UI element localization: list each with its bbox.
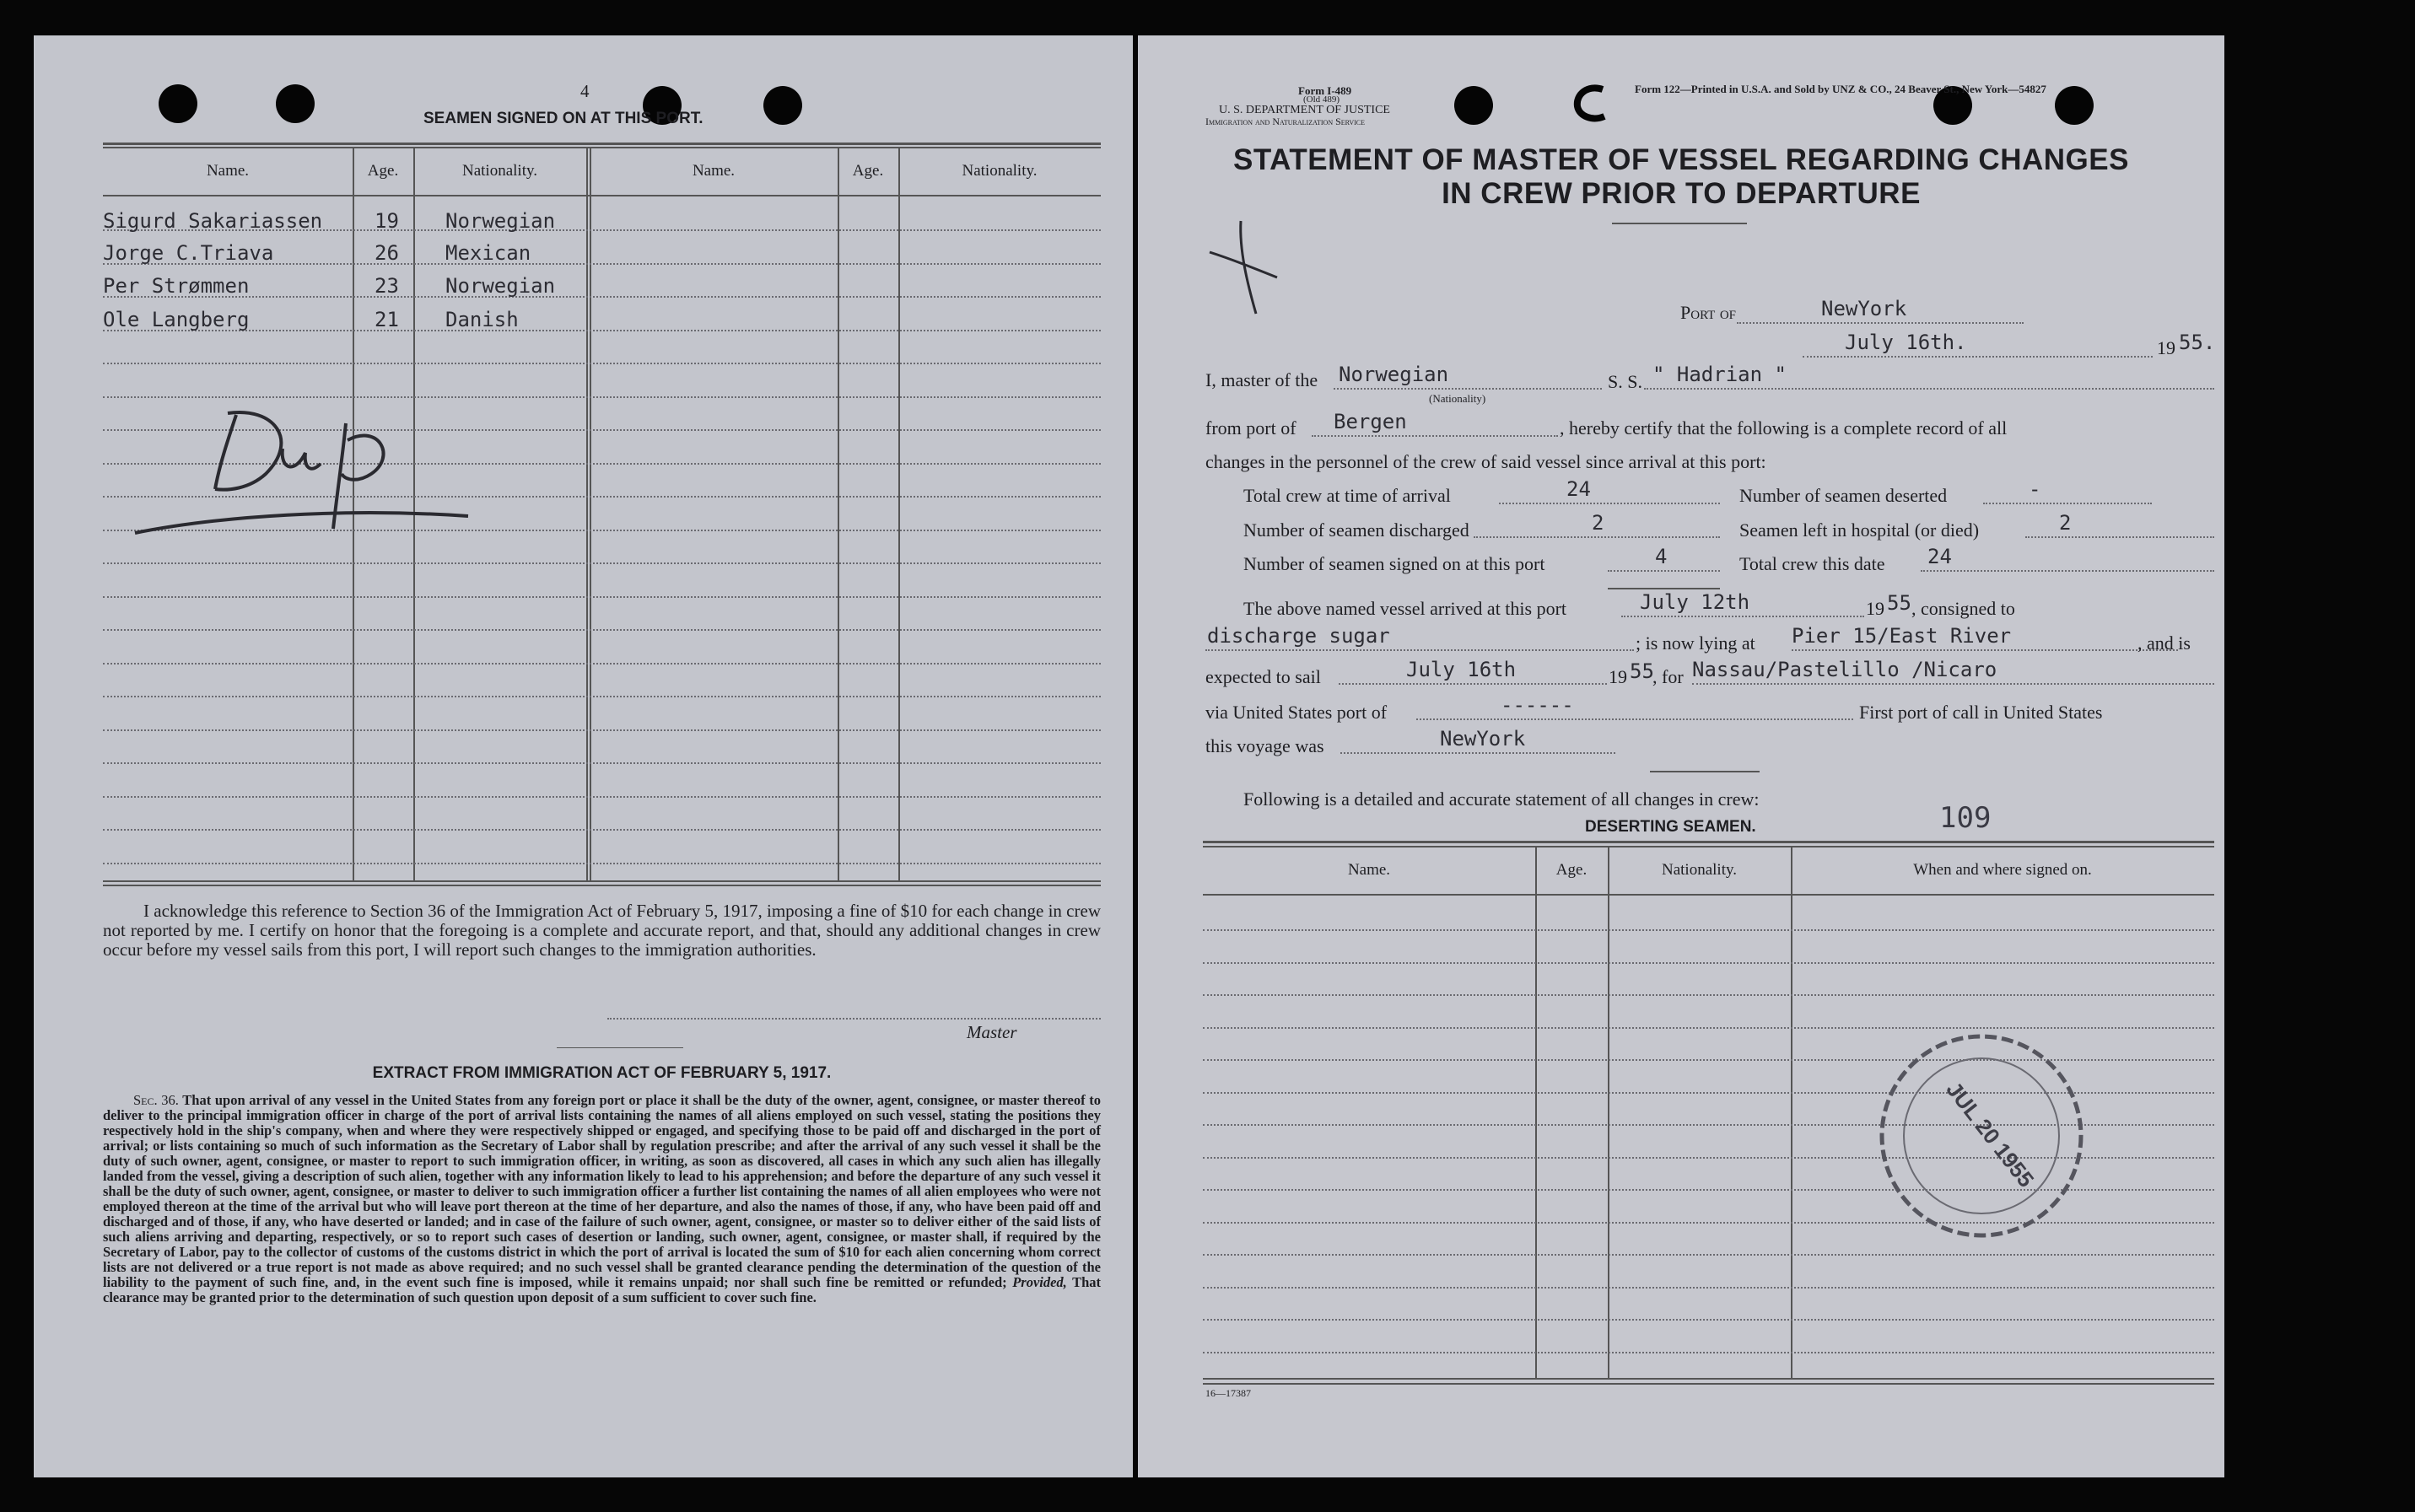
lying-field <box>1792 626 2178 651</box>
port-value: NewYork <box>1821 297 1907 320</box>
form-title-line1: STATEMENT OF MASTER OF VESSEL REGARDING CHANGES <box>1233 143 2129 176</box>
port-label: Port of <box>1680 302 1737 323</box>
desert-row-rule <box>1203 1287 2214 1289</box>
stamped-number: 109 <box>1939 801 1992 835</box>
crew-nationality: Danish <box>445 308 519 331</box>
crew-name: Per Strømmen <box>103 274 250 298</box>
table-header-rule <box>103 195 1101 196</box>
service-name: Immigration and Naturalization Service <box>1205 116 1366 127</box>
changes-text: changes in the personnel of the crew of said vessel since arrival at this port: <box>1205 451 1766 472</box>
table-bottom-rule <box>103 885 1101 886</box>
form-number: Form I-489 <box>1298 84 1352 97</box>
total-arrival-label: Total crew at time of arrival <box>1243 485 1451 506</box>
desert-table-top-rule <box>1203 841 2214 843</box>
sail-field <box>1339 659 1607 685</box>
discharged-value: 2 <box>1592 511 1604 535</box>
col-header-nationality-2: Nationality. <box>962 162 1038 180</box>
arrived-year-prefix: 19 <box>1866 598 1884 619</box>
via-value: ------ <box>1501 693 1574 717</box>
master-label: Master <box>967 1022 1017 1042</box>
desert-row-rule <box>1203 1027 2214 1029</box>
from-port-label: from port of <box>1205 417 1296 439</box>
col-header-nationality: Nationality. <box>462 162 537 180</box>
signed-on-value: 4 <box>1655 545 1668 568</box>
crew-age: 21 <box>375 308 399 331</box>
crew-nationality: Norwegian <box>445 274 556 298</box>
row-rule <box>103 696 1101 697</box>
column-divider <box>1535 846 1537 1379</box>
consigned-field <box>1205 626 1634 651</box>
arrived-year-value: 55 <box>1887 591 1911 615</box>
nationality-value: Norwegian <box>1339 363 1449 386</box>
column-divider <box>1608 846 1609 1379</box>
extract-title: EXTRACT FROM IMMIGRATION ACT OF FEBRUARY 5, 1917. <box>372 1064 832 1082</box>
ss-label: S. S. <box>1608 371 1642 392</box>
desert-row-rule <box>1203 1352 2214 1353</box>
year-prefix: 19 <box>2157 337 2175 358</box>
voyage-label: this voyage was <box>1205 735 1324 756</box>
row-rule <box>103 363 1101 364</box>
col-header-age: Age. <box>367 162 399 180</box>
punch-hole <box>1454 86 1493 125</box>
discharged-field <box>1474 513 1720 538</box>
sail-value: July 16th <box>1406 658 1517 681</box>
signed-on-heading: SEAMEN SIGNED ON AT THIS PORT. <box>423 110 703 127</box>
arrived-value: July 12th <box>1640 590 1750 614</box>
row-rule <box>103 296 1101 298</box>
master-signature-line <box>607 1018 1101 1020</box>
handwritten-dup-mark <box>93 390 481 541</box>
for-field <box>1692 659 2214 685</box>
sail-year-value: 55 <box>1630 659 1654 683</box>
printer-line: Form 122—Printed in U.S.A. and Sold by UNZ & CO., 24 Beaver St., New York—54827 <box>1635 83 2046 95</box>
desert-col-age: Age. <box>1555 861 1588 879</box>
port-field <box>1737 299 2024 324</box>
hospital-field <box>2025 513 2214 538</box>
nationality-caption: (Nationality) <box>1429 392 1486 405</box>
divider <box>557 1047 683 1048</box>
row-rule <box>103 796 1101 798</box>
hospital-value: 2 <box>2059 511 2072 535</box>
divider <box>1650 771 1760 772</box>
certify-text: , hereby certify that the following is a complete record of all <box>1560 417 2008 439</box>
arrived-field <box>1621 592 1864 617</box>
crew-name: Sigurd Sakariassen <box>103 209 323 233</box>
expected-label: expected to sail <box>1205 666 1321 687</box>
table-bottom-rule <box>103 880 1101 882</box>
row-rule <box>103 829 1101 831</box>
deserting-heading: DESERTING SEAMEN. <box>1585 818 1756 836</box>
desert-col-name: Name. <box>1347 861 1391 879</box>
left-page <box>34 35 1133 1477</box>
total-arrival-field <box>1499 479 1720 504</box>
vessel-field <box>1644 364 2214 390</box>
row-rule <box>103 629 1101 631</box>
section-end: That clearance may be granted prior to the determination of such question upon deposit of a sum sufficient to cover such fine. <box>103 1274 1101 1305</box>
for-label: , for <box>1652 666 1684 687</box>
sail-year-prefix: 19 <box>1609 666 1627 687</box>
crew-nationality: Norwegian <box>445 209 556 233</box>
column-divider <box>838 147 839 882</box>
crew-name: Ole Langberg <box>103 308 250 331</box>
section-36-text <box>103 1093 1101 1305</box>
date-stamp <box>1876 1030 2087 1241</box>
from-port-value: Bergen <box>1334 410 1407 433</box>
desert-row-rule <box>1203 1254 2214 1256</box>
desert-row-rule <box>1203 962 2214 964</box>
row-rule <box>103 663 1101 665</box>
footer-code: 16—17387 <box>1205 1387 1251 1399</box>
col-header-name-2: Name. <box>692 162 736 180</box>
form-title-line2: IN CREW PRIOR TO DEPARTURE <box>1442 177 1921 210</box>
page-number: 4 <box>580 81 590 101</box>
consigned-label: , consigned to <box>1911 598 2015 619</box>
desert-table-bottom-rule <box>1203 1378 2214 1380</box>
crew-nationality: Mexican <box>445 241 531 265</box>
col-header-name: Name. <box>206 162 250 180</box>
column-divider <box>898 147 900 882</box>
total-date-field <box>1921 546 2214 572</box>
from-port-field <box>1312 412 1558 437</box>
desert-row-rule <box>1203 1319 2214 1321</box>
lying-value: Pier 15/East River <box>1792 624 2012 648</box>
column-divider <box>590 147 591 882</box>
first-port-label: First port of call in United States <box>1859 702 2103 723</box>
nationality-field <box>1334 364 1602 390</box>
desert-row-rule <box>1203 994 2214 996</box>
vessel-value: " Hadrian " <box>1652 363 1787 386</box>
row-rule <box>103 596 1101 598</box>
punch-hole <box>159 84 197 123</box>
form-old-number: (Old 489) <box>1303 94 1340 105</box>
and-is-label: , and is <box>2137 632 2191 654</box>
punch-hole <box>763 86 802 125</box>
desert-table-header-rule <box>1203 894 2214 896</box>
following-text: Following is a detailed and accurate statement of all changes in crew: <box>1243 788 1760 810</box>
lying-label: ; is now lying at <box>1636 632 1755 654</box>
deserted-value: - <box>2029 477 2041 501</box>
col-header-age-2: Age. <box>852 162 884 180</box>
desert-col-signed-on: When and where signed on. <box>1913 861 2092 879</box>
punch-hole <box>276 84 315 123</box>
column-divider <box>1791 846 1792 1379</box>
for-value: Nassau/Pastelillo /Nicaro <box>1692 658 1997 681</box>
hospital-label: Seamen left in hospital (or died) <box>1739 519 1980 541</box>
total-date-label: Total crew this date <box>1739 553 1885 574</box>
row-rule <box>103 729 1101 731</box>
crew-name: Jorge C.Triava <box>103 241 274 265</box>
department-name: U. S. DEPARTMENT OF JUSTICE <box>1219 104 1390 116</box>
arrived-label: The above named vessel arrived at this port <box>1243 598 1567 619</box>
title-underline <box>1612 223 1747 224</box>
crew-age: 23 <box>375 274 399 298</box>
voyage-value: NewYork <box>1440 727 1526 751</box>
table-top-rule <box>103 143 1101 145</box>
signed-on-label: Number of seamen signed on at this port <box>1243 553 1545 574</box>
desert-row-rule <box>1203 929 2214 931</box>
year-value: 55. <box>2179 331 2216 354</box>
stamp-date: JUL 20 1955 <box>1941 1076 2040 1192</box>
right-page <box>1138 35 2224 1477</box>
via-field <box>1416 695 1853 720</box>
row-rule <box>103 863 1101 864</box>
section-body: That upon arrival of any vessel in the United States from any foreign port or place it shall be the duty of the owner, agent, consignee, or master thereof to deliver to the principal immigration officer in charge of the port of arrival lists containing the names of all aliens employed on such vessel, stating the positions they respectively hold in the ship's company, when and where they were respectively shipped or engaged, and specifying those to be paid off and discharged in the port of arrival; or lists containing so much of such information as the Secretary of Labor shall by regulation prescribe; and after the arrival of any such vessel it shall be the duty of such owner, agent, consignee, or master to report to such immigration officer, in writing, as soon as discovered, all cases in which any such alien has illegally landed from the vessel, giving a description of such alien, together with any information likely to lead to his apprehension; and before the departure of any such vessel it shall be the duty of such owner, agent, consignee, or master to deliver to such immigration officer a further list containing the names of all alien employees who were not employed thereon at the time of the arrival but who will leave port thereon at the time of her departure, and also the names of those, if any, who have been paid off and discharged and of those, if any, who have deserted or landed; and in case of the failure of such owner, agent, consignee, or master so to deliver either of the said lists of such aliens arriving and departing, respectively, or so to report such cases of desertion or landing, such owner, agent, consignee, or master shall, if required by the Secretary of Labor, pay to the collector of customs of the customs district in which the port of arrival is located the sum of $10 for each alien concerning whom correct lists are not delivered or a true report is not made as above required; and no such vessel shall be granted clearance pending the determination of the question of the liability to the payment of such fine, and, in the event such fine is imposed, while it remains unpaid; nor shall such fine be remitted or refunded; <box>103 1092 1102 1290</box>
crew-age: 19 <box>375 209 399 233</box>
punch-hole <box>2055 86 2094 125</box>
desert-table-bottom-rule <box>1203 1383 2214 1385</box>
voyage-field <box>1340 729 1615 754</box>
crew-age: 26 <box>375 241 399 265</box>
via-label: via United States port of <box>1205 702 1388 723</box>
row-rule <box>103 562 1101 564</box>
desert-table-top-rule <box>1203 846 2214 847</box>
deserted-label: Number of seamen deserted <box>1739 485 1948 506</box>
column-divider <box>586 147 588 882</box>
deserted-field <box>1983 479 2152 504</box>
total-arrival-value: 24 <box>1566 477 1591 501</box>
sum-rule <box>1608 588 1720 589</box>
signed-on-field <box>1608 546 1720 572</box>
row-rule <box>103 330 1101 331</box>
handwritten-x-mark <box>1205 217 1281 318</box>
consigned-value: discharge sugar <box>1207 624 1390 648</box>
section-label: Sec. 36. <box>133 1092 179 1108</box>
section-provided: Provided, <box>1012 1274 1067 1290</box>
row-rule <box>103 762 1101 764</box>
date-value: July 16th. <box>1845 331 1967 354</box>
table-top-rule <box>103 147 1101 148</box>
master-of-label: I, master of the <box>1205 369 1318 390</box>
torn-hole-mark <box>1571 83 1613 123</box>
date-field <box>1803 332 2153 358</box>
desert-col-nationality: Nationality. <box>1662 861 1737 879</box>
acknowledgment-text: I acknowledge this reference to Section 36 of the Immigration Act of February 5, 1917, imposing a fine of $10 for each change in crew not reported by me. I certify on honor that the foregoing is a complete and accurate report, and that, should any additional changes in crew occur before my vessel sails from this port, I will report such changes to the immigration authorities. <box>103 901 1101 960</box>
discharged-label: Number of seamen discharged <box>1243 519 1469 541</box>
total-date-value: 24 <box>1927 545 1952 568</box>
